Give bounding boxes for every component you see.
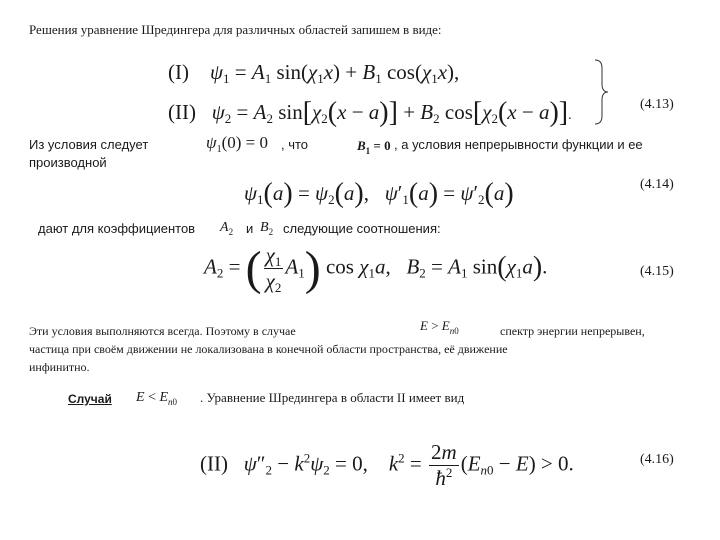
equation-4-14: $\psi_1(a) = \psi_2(a)$, $\psi'_1(a) = \psi'_2(a)$ — [244, 178, 514, 209]
equation-number-4-14: (4.14) — [640, 177, 674, 192]
equation-number-4-15: (4.15) — [640, 264, 674, 279]
a2-symbol: $A_2$ — [220, 220, 234, 237]
paragraph-line-3: инфинитно. — [29, 360, 90, 374]
right-brace — [593, 58, 611, 126]
case-label: Случай — [68, 392, 112, 406]
b2-symbol: $B_2$ — [260, 220, 274, 237]
paragraph-line-2: частица при своём движении не локализована в конечной области пространства, её движение — [29, 342, 508, 356]
condition-text-3: , а условия непрерывности функции и ее — [394, 137, 643, 152]
case-text: . Уравнение Шредингера в области II имеет вид — [200, 390, 465, 405]
coefficients-text-1: дают для коэффициентов — [38, 221, 196, 236]
region-label-ii: (II) — [168, 100, 196, 124]
equation-4-15: $A_2$ = ( $\frac{\chi_1}{\chi_2}$ $A_1$) $\cos \chi_1a$, $B_2 = A_1$ $\sin(\chi_1a)$. — [204, 242, 548, 295]
intro-text: Решения уравнение Шредингера для различных областей запишем в виде: — [29, 22, 442, 37]
coefficients-text-2: следующие соотношения: — [283, 221, 441, 236]
region-label-ii-2: (II) — [200, 451, 228, 476]
condition-text-2: , что — [281, 137, 309, 152]
b1-zero-formula: $B_1 = 0$ — [357, 138, 391, 156]
condition-text-4: производной — [29, 155, 107, 170]
equation-4-16: (II) $\psi''_2 - k^2\psi_2 = 0$, $k^2$ = $\frac{2m}{ħ^2}$ $(E_{n0} - E) > 0$. — [200, 440, 574, 490]
e-less-en0-formula: $E < E_{n0}$ — [136, 390, 178, 407]
psi1-zero-formula: $\psi_1(0) = 0$ — [206, 133, 268, 155]
and-text: и — [246, 221, 254, 236]
paragraph-line-1b: спектр энергии непрерывен, — [500, 324, 645, 338]
condition-text-1: Из условия следует — [29, 137, 149, 152]
equation-number-4-16: (4.16) — [640, 452, 674, 467]
equation-4-13-row2: (II) $\psi_2 = A_2$ $\sin[\chi_2(x - a)] + B_2$ $\cos[\chi_2(x - a)]$. — [168, 97, 572, 128]
paragraph-line-1a: Эти условия выполняются всегда. Поэтому в случае — [29, 324, 296, 338]
equation-number-4-13: (4.13) — [640, 97, 674, 112]
region-label-i: (I) — [168, 60, 189, 84]
e-greater-en0-formula: $E > E_{n0}$ — [420, 318, 459, 336]
equation-4-13-row1: (I) $\psi_1 = A_1$ $\sin(\chi_1x) + B_1$ $\cos(\chi_1x)$, — [168, 60, 460, 86]
